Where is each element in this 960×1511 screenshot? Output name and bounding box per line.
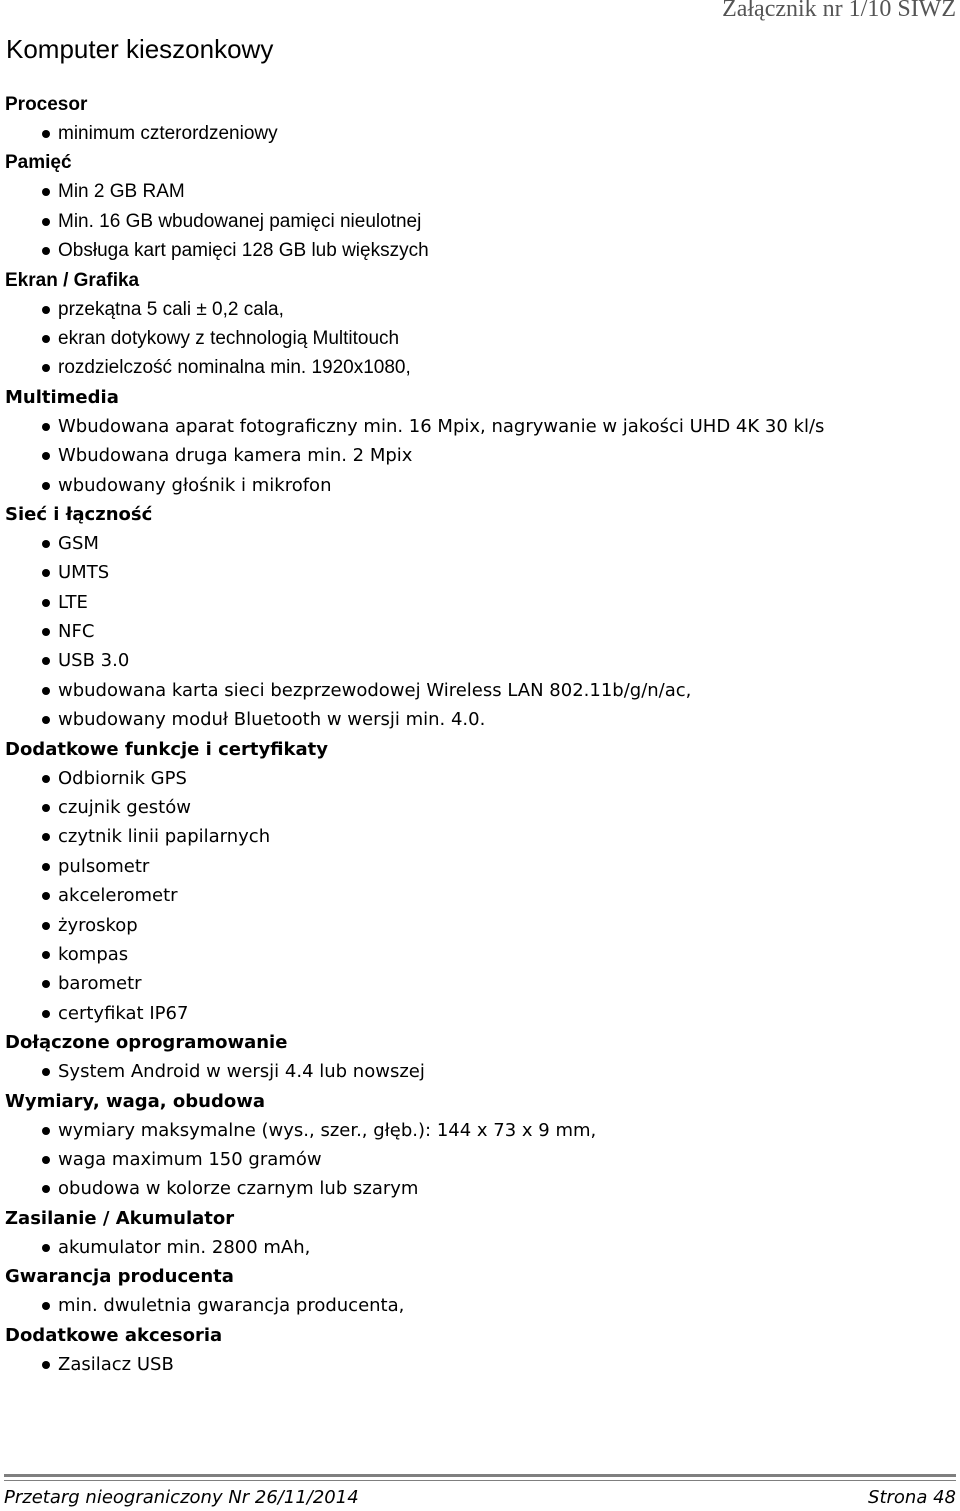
- spec-item: pulsometr: [5, 852, 950, 881]
- spec-item: wbudowana karta sieci bezprzewodowej Wireless LAN 802.11b/g/n/ac,: [5, 676, 950, 705]
- spec-item: Min 2 GB RAM: [5, 177, 950, 206]
- spec-item: wbudowany głośnik i mikrofon: [5, 471, 950, 500]
- spec-item: czytnik linii papilarnych: [5, 822, 950, 851]
- document-title: Komputer kieszonkowy: [6, 34, 274, 64]
- spec-item: przekątna 5 cali ± 0,2 cala,: [5, 295, 950, 324]
- section-heading: Dołączone oprogramowanie: [5, 1032, 288, 1054]
- section-heading: Sieć i łączność: [5, 503, 153, 525]
- spec-item: Obsługa kart pamięci 128 GB lub większych: [5, 236, 950, 265]
- spec-item: Min. 16 GB wbudowanej pamięci nieulotnej: [5, 207, 950, 236]
- spec-item: min. dwuletnia gwarancja producenta,: [5, 1291, 950, 1320]
- section-heading: Wymiary, waga, obudowa: [5, 1090, 265, 1112]
- spec-item: LTE: [5, 588, 950, 617]
- spec-item: kompas: [5, 940, 950, 969]
- spec-item: System Android w wersji 4.4 lub nowszej: [5, 1057, 950, 1086]
- spec-item: żyroskop: [5, 911, 950, 940]
- spec-item: waga maximum 150 gramów: [5, 1145, 950, 1174]
- spec-item: rozdzielczość nominalna min. 1920x1080,: [5, 353, 950, 382]
- footer-tender-number: Przetarg nieograniczony Nr 26/11/2014: [4, 1487, 359, 1508]
- spec-item: czujnik gestów: [5, 793, 950, 822]
- spec-item: Wbudowana aparat fotograficzny min. 16 Mpix, nagrywanie w jakości UHD 4K 30 kl/s: [5, 412, 950, 441]
- spec-item: ekran dotykowy z technologią Multitouch: [5, 324, 950, 353]
- annex-label: Załącznik nr 1/10 SIWZ: [722, 0, 956, 22]
- spec-item: wymiary maksymalne (wys., szer., głęb.): 144 x 73 x 9 mm,: [5, 1116, 950, 1145]
- spec-item: Wbudowana druga kamera min. 2 Mpix: [5, 441, 950, 470]
- spec-item: obudowa w kolorze czarnym lub szarym: [5, 1174, 950, 1203]
- section-heading: Multimedia: [5, 386, 119, 408]
- section-heading: Zasilanie / Akumulator: [5, 1207, 235, 1229]
- spec-item: NFC: [5, 617, 950, 646]
- spec-item: wbudowany moduł Bluetooth w wersji min. 4.0.: [5, 705, 950, 734]
- section-heading: Gwarancja producenta: [5, 1266, 234, 1288]
- spec-item: Odbiornik GPS: [5, 764, 950, 793]
- spec-item: UMTS: [5, 558, 950, 587]
- spec-item: minimum czterordzeniowy: [5, 119, 950, 148]
- section-heading: Dodatkowe akcesoria: [5, 1324, 223, 1346]
- spec-item: USB 3.0: [5, 646, 950, 675]
- footer-page-number: Strona 48: [868, 1487, 956, 1508]
- spec-item: Zasilacz USB: [5, 1350, 950, 1379]
- section-heading: Ekran / Grafika: [5, 269, 140, 291]
- spec-item: akcelerometr: [5, 881, 950, 910]
- section-heading: Procesor: [5, 94, 88, 115]
- spec-item: certyfikat IP67: [5, 999, 950, 1028]
- section-heading: Pamięć: [5, 152, 72, 174]
- footer-divider: [4, 1474, 956, 1477]
- spec-item: barometr: [5, 969, 950, 998]
- footer-divider-thin: [4, 1480, 956, 1481]
- section-heading: Dodatkowe funkcje i certyfikaty: [5, 738, 328, 760]
- spec-item: akumulator min. 2800 mAh,: [5, 1233, 950, 1262]
- spec-item: GSM: [5, 529, 950, 558]
- spec-list: [5, 90, 950, 1378]
